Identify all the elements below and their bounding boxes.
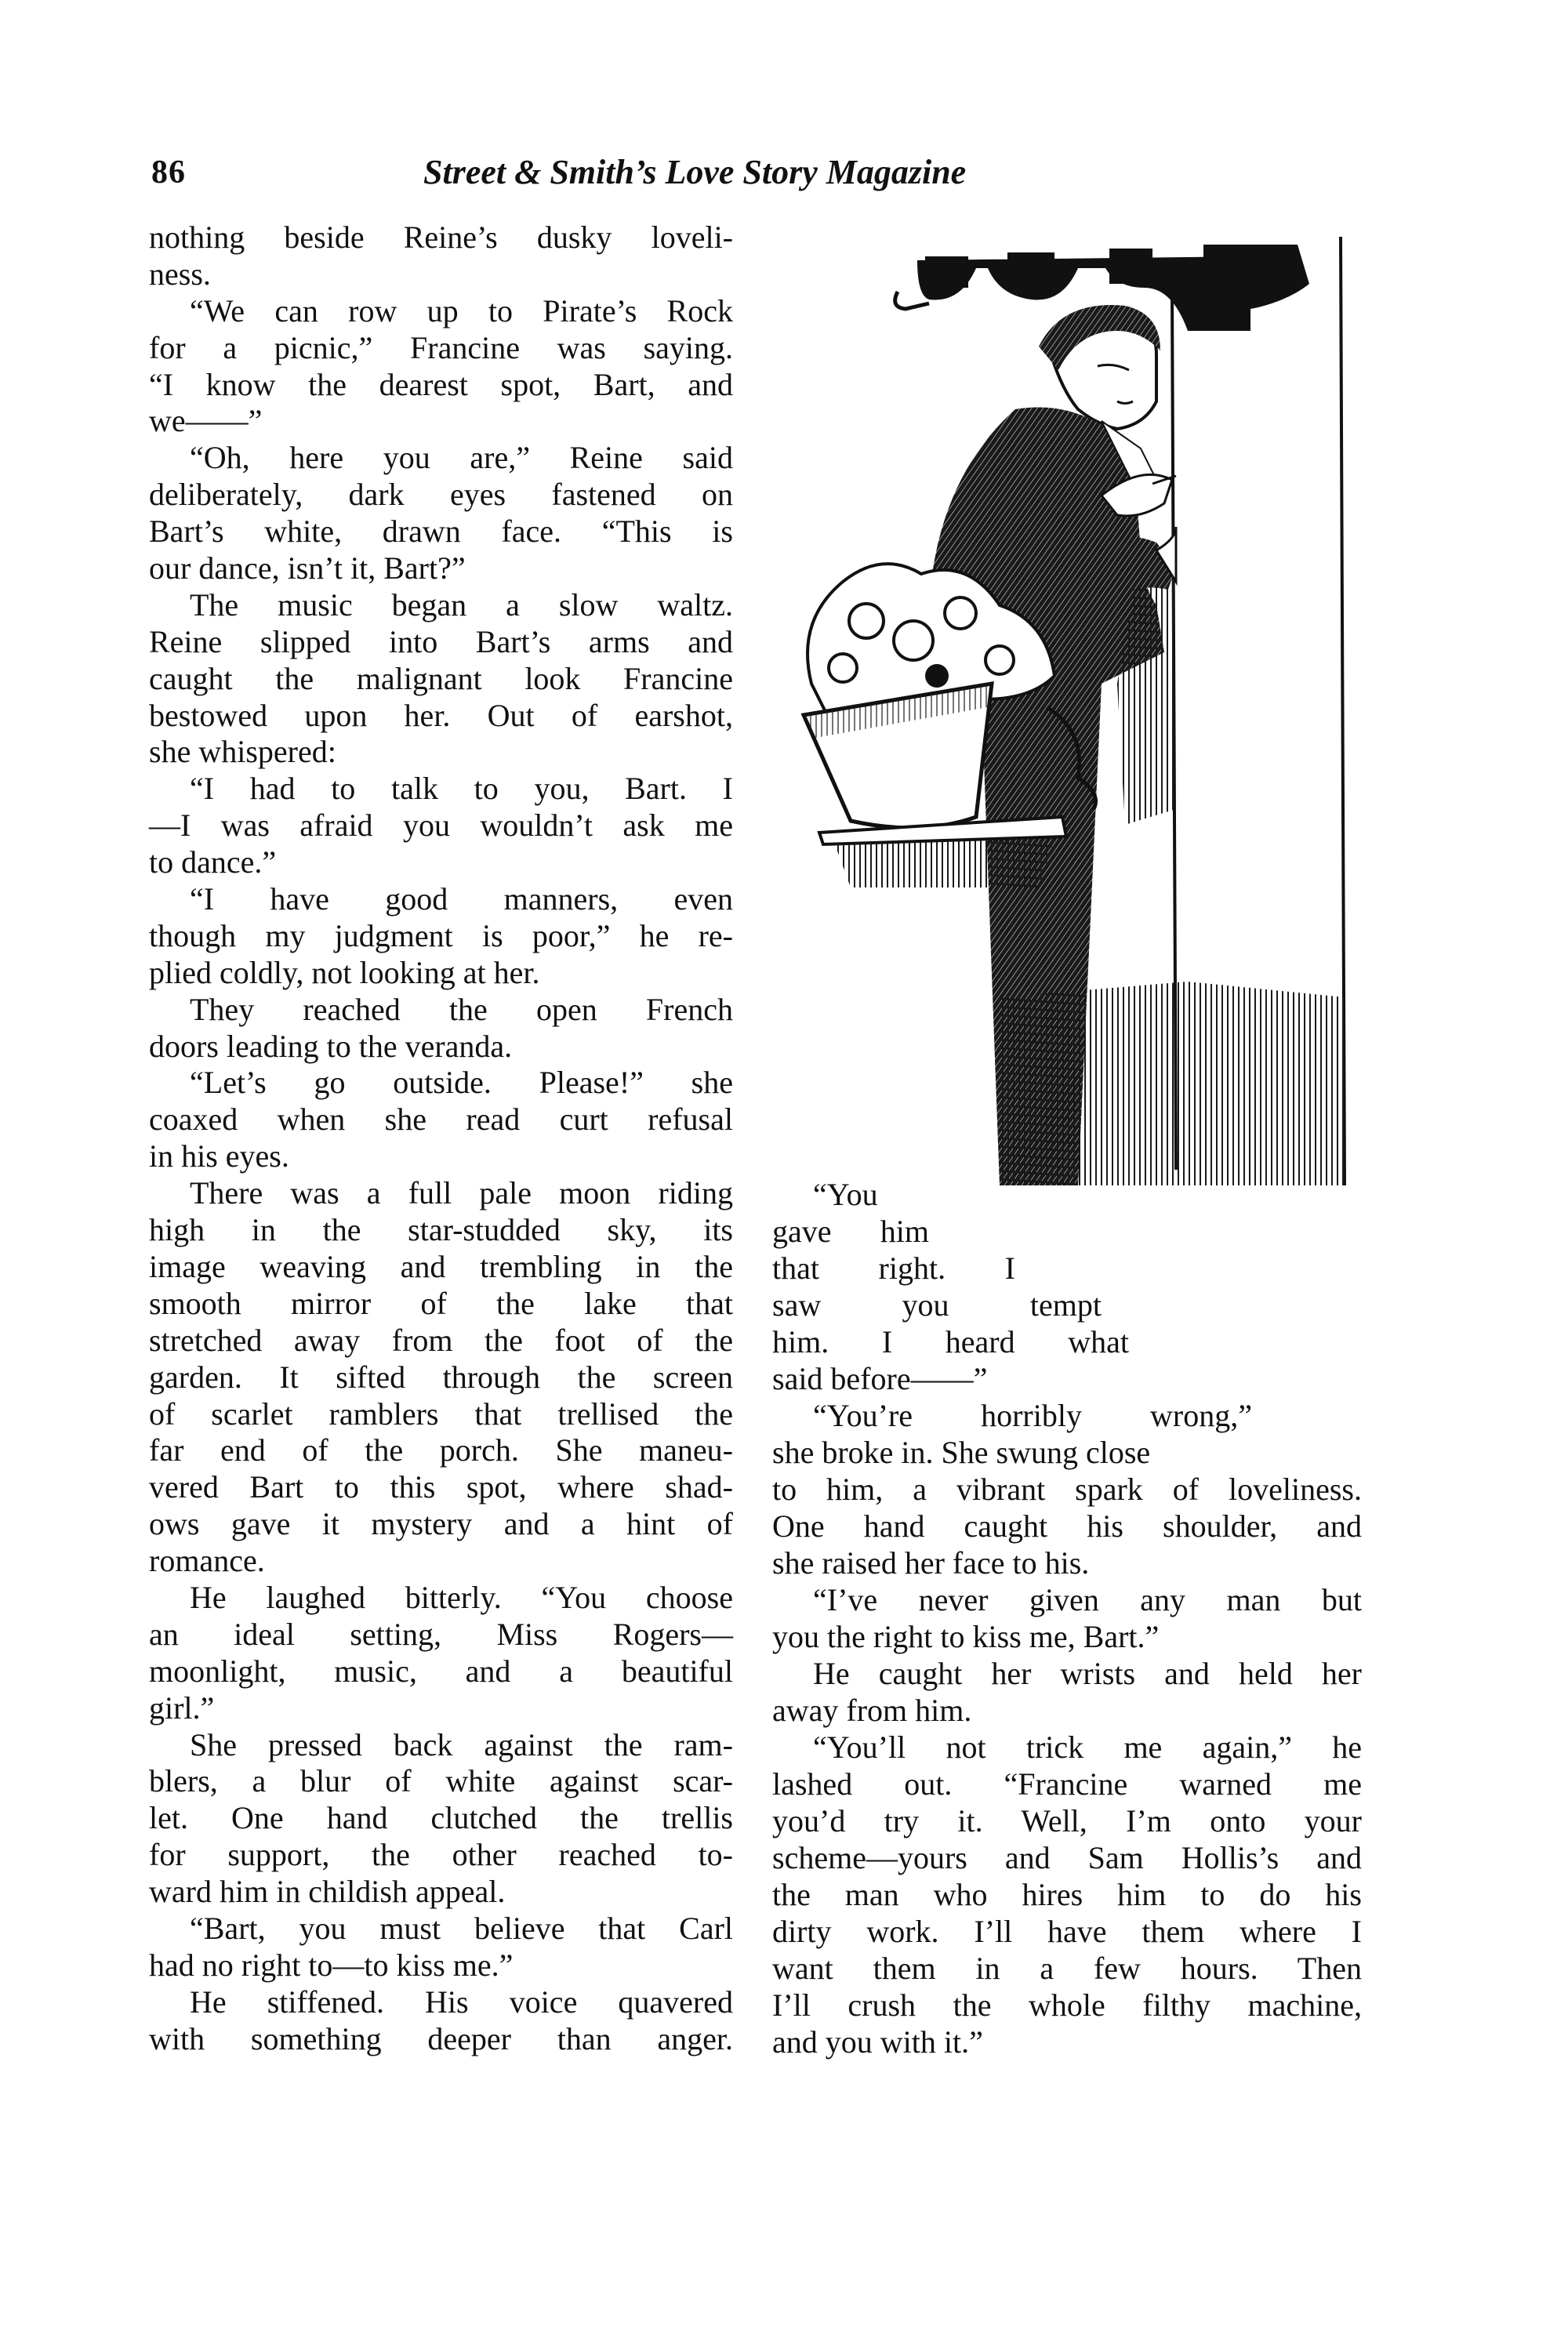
text-line: coaxed when she read curt refusal: [149, 1102, 733, 1138]
text-line: —I was afraid you wouldn’t ask me: [149, 808, 733, 844]
text-line: saw you tempt: [772, 1287, 1102, 1323]
text-line: you the right to kiss me, Bart.”: [772, 1619, 1160, 1654]
text-line: we——”: [149, 403, 263, 439]
text-line: I’ll crush the whole filthy machine,: [772, 1987, 1362, 2023]
text-line: high in the star-studded sky, its: [149, 1212, 733, 1248]
text-line: One hand caught his shoulder, and: [772, 1508, 1362, 1544]
page-number: 86: [151, 154, 186, 191]
text-line: him. I heard what: [772, 1324, 1129, 1359]
text-line: He caught her wrists and held her: [813, 1656, 1362, 1691]
left-column: [149, 220, 733, 2058]
text-line: gave him: [772, 1214, 929, 1249]
story-illustration: [749, 213, 1376, 1185]
text-line: There was a full pale moon riding: [190, 1175, 733, 1211]
text-line: ows gave it mystery and a hint of: [149, 1506, 733, 1542]
text-line: that right. I: [772, 1250, 1015, 1286]
text-line: “I’ve never given any man but: [813, 1582, 1362, 1617]
text-line: scheme—yours and Sam Hollis’s and: [772, 1840, 1362, 1875]
text-line: “Oh, here you are,” Reine said: [190, 440, 733, 476]
text-line: you’d try it. Well, I’m onto your: [772, 1803, 1362, 1838]
text-line: “We can row up to Pirate’s Rock: [190, 292, 733, 328]
text-line: she whispered:: [149, 734, 336, 770]
text-line: Bart’s white, drawn face. “This is: [149, 514, 733, 550]
text-line: dirty work. I’ll have them where I: [772, 1914, 1362, 1949]
text-line: for support, the other reached to-: [149, 1837, 733, 1873]
text-line: He stiffened. His voice quavered: [190, 1984, 733, 2020]
text-line: ward him in childish appeal.: [149, 1874, 506, 1910]
text-line: The music began a slow waltz.: [190, 586, 733, 622]
text-line: “You’ll not trick me again,” he: [813, 1730, 1362, 1765]
text-line: said before——”: [772, 1361, 988, 1396]
text-line: caught the malignant look Francine: [149, 660, 733, 696]
text-line: with something deeper than anger.: [149, 2020, 733, 2056]
text-line: vered Bart to this spot, where shad-: [149, 1469, 733, 1505]
text-line: to dance.”: [149, 844, 277, 880]
text-line: “Let’s go outside. Please!” she: [190, 1065, 733, 1101]
text-line: deliberately, dark eyes fastened on: [149, 477, 733, 513]
text-line: of scarlet ramblers that trellised the: [149, 1396, 733, 1432]
text-line: Reine slipped into Bart’s arms and: [149, 623, 733, 659]
text-line: ness.: [149, 256, 211, 292]
text-line: blers, a blur of white against scar-: [149, 1763, 733, 1799]
text-line: They reached the open French: [190, 991, 733, 1027]
text-line: for a picnic,” Francine was saying.: [149, 329, 733, 365]
text-line: bestowed upon her. Out of earshot,: [149, 697, 733, 733]
text-line: stretched away from the foot of the: [149, 1322, 733, 1358]
text-line: image weaving and trembling in the: [149, 1248, 733, 1284]
text-line: girl.”: [149, 1690, 215, 1726]
text-line: though my judgment is poor,” he re-: [149, 917, 733, 953]
text-line: “I know the dearest spot, Bart, and: [149, 366, 733, 402]
text-line: plied coldly, not looking at her.: [149, 954, 540, 990]
table-ledge: [819, 817, 1066, 887]
text-line: lashed out. “Francine warned me: [772, 1766, 1362, 1802]
text-line: away from him.: [772, 1693, 972, 1728]
text-line: “Bart, you must believe that Carl: [190, 1910, 733, 1946]
text-line: want them in a few hours. Then: [772, 1951, 1362, 1986]
text-line: our dance, isn’t it, Bart?”: [149, 550, 466, 586]
text-line: “I have good manners, even: [190, 881, 733, 917]
text-line: had no right to—to kiss me.”: [149, 1947, 514, 1983]
text-line: nothing beside Reine’s dusky loveli-: [149, 220, 733, 255]
text-line: “I had to talk to you, Bart. I: [190, 771, 733, 807]
text-line: to him, a vibrant spark of loveliness.: [772, 1472, 1362, 1507]
text-line: and you with it.”: [772, 2024, 983, 2060]
running-title: Street & Smith’s Love Story Magazine: [423, 153, 967, 191]
text-line: moonlight, music, and a beautiful: [149, 1653, 733, 1689]
text-line: the man who hires him to do his: [772, 1877, 1362, 1912]
text-line: in his eyes.: [149, 1138, 289, 1174]
text-line: garden. It sifted through the screen: [149, 1359, 733, 1395]
text-line: let. One hand clutched the trellis: [149, 1800, 733, 1836]
text-line: she raised her face to his.: [772, 1545, 1090, 1581]
text-line: smooth mirror of the lake that: [149, 1285, 733, 1321]
text-line: doors leading to the veranda.: [149, 1028, 513, 1064]
text-line: she broke in. She swung close: [772, 1435, 1151, 1470]
text-line: far end of the porch. She maneu-: [149, 1432, 733, 1468]
shadow-hatching: [1000, 982, 1345, 1185]
right-column: [772, 1176, 1362, 2060]
text-line: “You’re horribly wrong,”: [813, 1398, 1252, 1433]
text-line: “You: [813, 1177, 878, 1212]
text-line: She pressed back against the ram-: [190, 1726, 733, 1762]
text-line: He laughed bitterly. “You choose: [190, 1579, 733, 1615]
illustration-drawing: [749, 213, 1376, 1185]
text-line: an ideal setting, Miss Rogers—: [149, 1616, 733, 1652]
text-line: romance.: [149, 1543, 265, 1579]
